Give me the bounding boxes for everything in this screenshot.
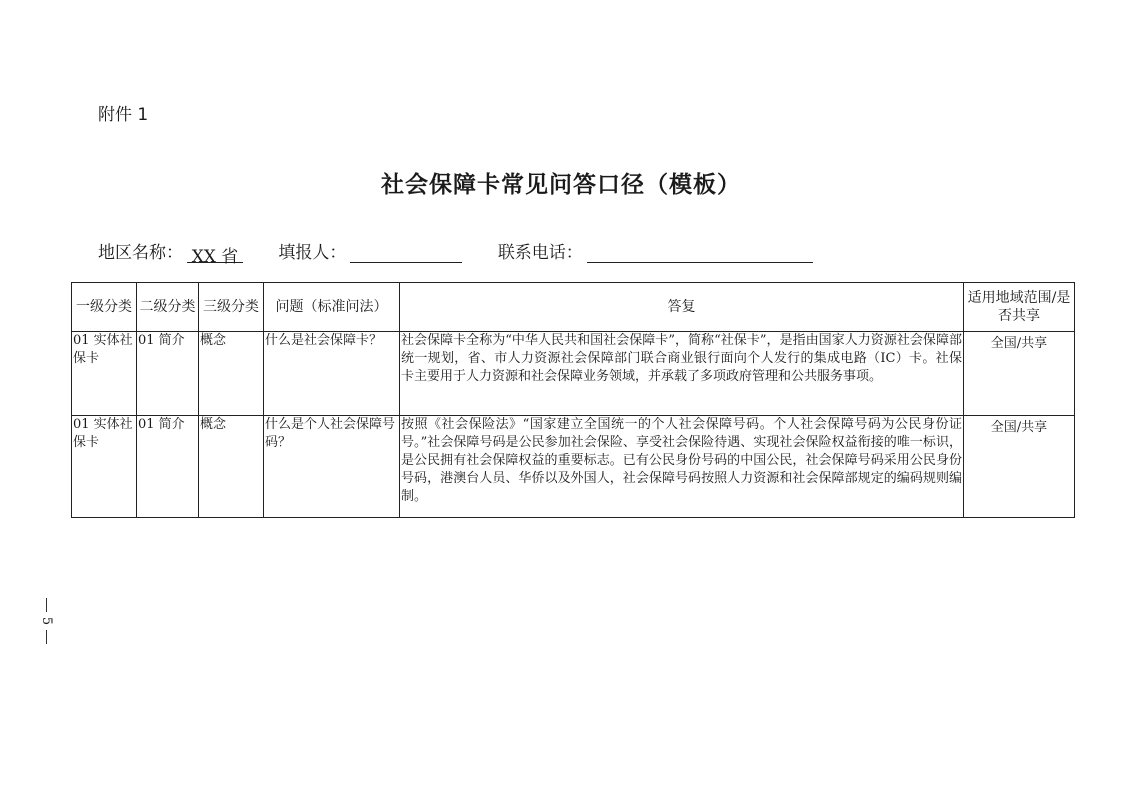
table-row xyxy=(72,416,1075,518)
cell-answer: 社会保障卡全称为“中华人民共和国社会保障卡”，简称“社保卡”，是指由国家人力资源社会保障部统一规划，省、市人力资源社会保障部门联合商业银行面向个人发行的集成电路（IC）卡。社保卡主要用于人力资源和社会保障业务领域，并承载了多项政府管理和公共服务事项。 xyxy=(400,332,964,416)
document-title: 社会保障卡常见问答口径（模板） xyxy=(381,171,741,198)
attachment-label: 附件 1 xyxy=(98,105,149,125)
table-row xyxy=(72,332,1075,416)
region-value: XX 省 xyxy=(187,242,243,263)
cell-question: 什么是个人社会保障号码？ xyxy=(264,416,400,518)
page-number-dash-bottom xyxy=(46,630,47,644)
table-header-row xyxy=(72,283,1075,332)
header-scope: 适用地域范围/是否共享 xyxy=(964,283,1075,332)
qa-table xyxy=(71,282,1075,518)
header-level3: 三级分类 xyxy=(199,283,264,332)
cell-scope: 全国/共享 xyxy=(964,332,1075,416)
page-number-value: 5 xyxy=(39,616,54,626)
filler-label: 填报人： xyxy=(278,243,347,263)
page-number xyxy=(38,596,54,646)
cell-level3: 概念 xyxy=(199,416,264,518)
cell-level2: 01 简介 xyxy=(137,332,199,416)
header-question: 问题（标准问法） xyxy=(264,283,400,332)
cell-answer: 按照《社会保险法》“国家建立全国统一的个人社会保障号码。个人社会保障号码为公民身份证号。”社会保障号码是公民参加社会保险、享受社会保险待遇、实现社会保险权益衔接的唯一标识，是公民拥有社会保障权益的重要标志。已有公民身份号码的中国公民，社会保障号码采用公民身份号码，港澳台人员、华侨以及外国人，社会保障号码按照人力资源和社会保障部规定的编码规则编制。 xyxy=(400,416,964,518)
cell-level2: 01 简介 xyxy=(137,416,199,518)
cell-level1: 01 实体社保卡 xyxy=(72,332,137,416)
phone-label: 联系电话： xyxy=(497,243,583,263)
page-number-dash-top xyxy=(46,598,47,612)
cell-question: 什么是社会保障卡？ xyxy=(264,332,400,416)
cell-level3: 概念 xyxy=(199,332,264,416)
header-answer: 答复 xyxy=(400,283,964,332)
filler-value xyxy=(350,242,462,263)
phone-value xyxy=(587,242,813,263)
header-level2: 二级分类 xyxy=(137,283,199,332)
cell-level1: 01 实体社保卡 xyxy=(72,416,137,518)
form-meta xyxy=(98,238,813,267)
header-level1: 一级分类 xyxy=(72,283,137,332)
cell-scope: 全国/共享 xyxy=(964,416,1075,518)
region-label: 地区名称： xyxy=(98,243,183,263)
